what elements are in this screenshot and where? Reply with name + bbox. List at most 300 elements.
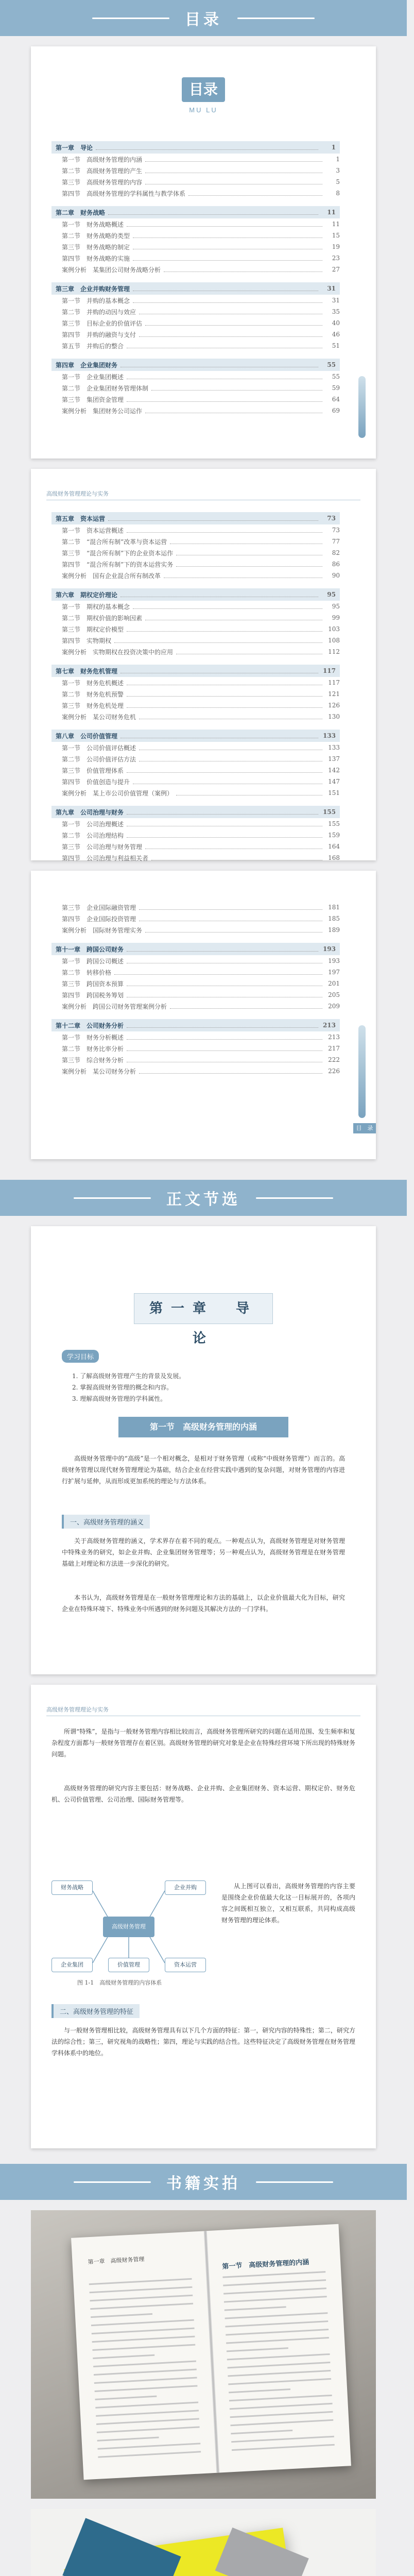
toc-page-number: 31 xyxy=(327,285,336,292)
toc-section-row xyxy=(51,371,340,382)
toc-page-number: 133 xyxy=(322,732,336,739)
book-text-line xyxy=(228,2362,331,2368)
toc-section-row xyxy=(51,677,340,688)
book-text-line xyxy=(92,2344,195,2351)
toc-leader xyxy=(127,809,318,815)
toc-section-row xyxy=(51,295,340,306)
toc-page-number: 185 xyxy=(328,915,340,922)
toc-chapter-title: 第四章 企业集团财务 xyxy=(56,361,118,369)
book-text-line xyxy=(227,2347,288,2352)
toc-section-row xyxy=(51,1065,340,1077)
toc-leader xyxy=(127,981,322,986)
photo-book-cover xyxy=(31,2509,376,2576)
toc-leader xyxy=(133,256,322,261)
toc-page-number: 77 xyxy=(332,538,340,545)
book-text-line xyxy=(95,2401,198,2408)
book-text-line xyxy=(94,2377,197,2384)
toc-page-number: 90 xyxy=(332,572,340,579)
figure-caption: 图 1-1 高级财务管理的内容体系 xyxy=(77,1979,162,1986)
toc-page-2 xyxy=(31,469,376,860)
toc-section-row xyxy=(51,394,340,405)
toc-page-number: 147 xyxy=(328,778,340,785)
banner-line-right xyxy=(237,18,315,19)
toc-page-number: 133 xyxy=(328,744,340,751)
toc-section-row xyxy=(51,382,340,394)
toc-section-title: 第一节 财务危机概述 xyxy=(62,679,124,687)
book-text-line xyxy=(97,2426,200,2433)
toc-leader xyxy=(127,992,322,997)
toc-section-row xyxy=(51,913,340,924)
toc-page-number: 55 xyxy=(332,373,340,380)
toc-section-row xyxy=(51,176,340,188)
cover-shape-teal xyxy=(62,2518,181,2576)
toc-leader xyxy=(127,680,322,685)
toc-section-title: 第一节 财务战略概述 xyxy=(62,221,124,228)
book-text-line xyxy=(228,2378,331,2385)
toc-section-row xyxy=(51,306,340,317)
toc-leader xyxy=(127,821,322,826)
toc-page-number: 222 xyxy=(328,1056,340,1063)
toc-leader xyxy=(127,1046,322,1051)
content-diagram xyxy=(51,1880,206,1973)
toc-page-number: 108 xyxy=(328,637,340,644)
book-text-line xyxy=(94,2369,197,2376)
toc-section-row xyxy=(51,524,340,536)
toc-page-number: 213 xyxy=(322,1022,336,1029)
toc-leader xyxy=(133,286,318,291)
toc-page-number: 99 xyxy=(332,614,340,621)
toc-leader xyxy=(127,626,322,632)
toc-page-number: 35 xyxy=(332,308,340,315)
paragraph: 高级财务管理中的“高级”是一个相对概念，是相对于财务管理（或称“中级财务管理”）而言的。高级财务管理以现代财务管理理论为基础，结合企业在经营实践中遇到的复杂问题，对财务管理的内容进行扩展与延伸，从而形成更加系统的理论与方法体系。 xyxy=(62,1455,345,1485)
toc-section-title: 第四节 价值创造与提升 xyxy=(62,778,130,786)
toc-chapter-row xyxy=(51,730,340,742)
chapter-heading: 第一章 导 论 xyxy=(134,1293,273,1324)
book-text-line xyxy=(95,2396,157,2400)
toc-section-title: 第一节 期权的基本概念 xyxy=(62,603,130,611)
book-text-line xyxy=(232,2444,335,2451)
toc-section-row xyxy=(51,989,340,1001)
toc-leader xyxy=(139,905,322,910)
toc-leader xyxy=(139,756,322,761)
toc-section-title: 第四节 高级财务管理的学科属性与教学体系 xyxy=(62,190,186,197)
toc-section-row xyxy=(51,765,340,776)
toc-section-title: 案例分析 国际财务管理实务 xyxy=(62,926,143,934)
toc-page-number: 5 xyxy=(336,178,340,185)
toc-page-number: 142 xyxy=(328,767,340,774)
banner-title: 正文节选 xyxy=(166,1191,240,1208)
banner-line-right xyxy=(256,2181,333,2183)
book-text-line xyxy=(95,2385,198,2392)
toc-section-row xyxy=(51,700,340,711)
book-text-line xyxy=(96,2410,199,2416)
toc-section-row xyxy=(51,317,340,329)
toc-section-title: 第三节 集团资金管理 xyxy=(62,396,124,403)
toc-section-row xyxy=(51,558,340,570)
open-book-pages xyxy=(71,2224,351,2480)
excerpt-page-2 xyxy=(31,1685,376,2148)
excerpt-page-1 xyxy=(31,1226,376,1674)
toc-section-title: 第二节 财务比率分析 xyxy=(62,1045,124,1053)
toc-section-title: 第二节 转移价格 xyxy=(62,969,112,976)
section-banner-toc xyxy=(0,0,407,36)
book-text-line xyxy=(226,2337,329,2344)
subsection-title: 二、高级财务管理的特征 xyxy=(51,2004,140,2018)
toc-page-number: 31 xyxy=(332,297,340,304)
toc-leader xyxy=(114,970,322,975)
book-text-line xyxy=(97,2437,159,2442)
toc-section-title: 第二节 期权价值的影响因素 xyxy=(62,614,143,622)
toc-leader xyxy=(133,233,322,238)
toc-page-number: 11 xyxy=(332,221,340,228)
toc-leader xyxy=(139,1069,322,1074)
paragraph: 高级财务管理的研究内容主要包括：财务战略、企业并购、企业集团财务、资本运营、期权定价、财务危机、公司价值管理、公司治理、国际财务管理等。 xyxy=(51,1785,355,1803)
toc-chapter-row xyxy=(51,665,340,677)
toc-section-row xyxy=(51,1031,340,1043)
toc-section-title: 第二节 “混合所有制”改革与资本运营 xyxy=(62,538,167,546)
book-text-line xyxy=(223,2279,326,2286)
banner-title: 书籍实拍 xyxy=(166,2175,240,2192)
toc-section-title: 第三节 综合财务分析 xyxy=(62,1056,124,1064)
toc-section-title: 案例分析 某公司财务危机 xyxy=(62,713,136,721)
toc-page-number: 193 xyxy=(322,945,336,953)
toc-logo-en: MU LU xyxy=(189,106,218,114)
toc-leader xyxy=(145,168,322,173)
toc-section-title: 第三节 “混合所有制”下的企业资本运作 xyxy=(62,549,174,557)
toc-leader xyxy=(151,385,322,391)
toc-section-title: 案例分析 跨国公司财务管理案例分析 xyxy=(62,1003,167,1010)
toc-chapter-title: 第三章 企业并购财务管理 xyxy=(56,285,130,293)
toc-section-row xyxy=(51,787,340,799)
book-text-line xyxy=(230,2403,333,2410)
toc-section-title: 案例分析 集团财务公司运作 xyxy=(62,407,143,415)
toc-leader xyxy=(164,267,322,272)
book-text-line xyxy=(91,2313,152,2318)
toc-section-row xyxy=(51,955,340,967)
toc-leader xyxy=(127,343,322,348)
toc-leader xyxy=(139,714,322,719)
toc-section-row xyxy=(51,1043,340,1054)
toc-page-number: 117 xyxy=(322,667,336,674)
book-text-line xyxy=(90,2286,193,2293)
toc-section-title: 案例分析 某上市公司价值管理（案例） xyxy=(62,789,174,797)
book-text-line xyxy=(225,2306,286,2311)
toc-section-title: 第四节 财务战略的实施 xyxy=(62,255,130,262)
objective-item: 3. 理解高级财务管理的学科属性。 xyxy=(72,1395,167,1402)
toc-section-row xyxy=(51,635,340,646)
toc-section-title: 第四节 实物期权 xyxy=(62,637,112,645)
toc-page-number: 51 xyxy=(332,342,340,349)
toc-page-number: 73 xyxy=(327,515,336,522)
toc-section-row xyxy=(51,570,340,581)
toc-section-row xyxy=(51,601,340,612)
toc-section-title: 第三节 跨国资本预算 xyxy=(62,980,124,988)
section-banner-excerpt xyxy=(0,1180,407,1216)
toc-leader xyxy=(127,703,322,708)
toc-section-title: 第一节 高级财务管理的内涵 xyxy=(62,156,143,163)
toc-page-number: 226 xyxy=(328,1067,340,1075)
toc-leader xyxy=(127,528,322,533)
toc-page-number: 197 xyxy=(328,969,340,976)
toc-section-title: 第一节 资本运营概述 xyxy=(62,527,124,534)
toc-section-row xyxy=(51,264,340,275)
toc-leader xyxy=(164,573,322,578)
banner-line-left xyxy=(74,1197,151,1199)
toc-page-number: 95 xyxy=(327,591,336,598)
toc-leader xyxy=(133,298,322,303)
toc-section-title: 第二节 公司价值评估方法 xyxy=(62,755,136,763)
toc-section-row xyxy=(51,852,340,863)
toc-page-number: 201 xyxy=(328,980,340,987)
toc-page-number: 117 xyxy=(328,679,340,686)
toc-section-row xyxy=(51,165,340,176)
toc-section-title: 第四节 企业国际投资管理 xyxy=(62,915,136,923)
toc-leader xyxy=(145,157,322,162)
toc-leader xyxy=(139,916,322,921)
toc-section-title: 第四节 “混合所有制”下的资本运营实务 xyxy=(62,561,174,568)
subsection-title: 一、高级财务管理的涵义 xyxy=(62,1515,150,1529)
photo-open-book xyxy=(31,2210,376,2499)
toc-page-number: 73 xyxy=(332,527,340,534)
toc-section-row xyxy=(51,1001,340,1012)
toc-leader xyxy=(176,790,322,795)
toc-leader xyxy=(120,668,318,673)
toc-page-number: 181 xyxy=(328,904,340,911)
diagram-node: 财务战略 xyxy=(51,1880,93,1895)
book-text-line xyxy=(229,2388,290,2393)
toc-page-number: 15 xyxy=(332,232,340,239)
toc-page-number: 1 xyxy=(331,144,336,151)
toc-leader xyxy=(176,562,322,567)
book-text-line xyxy=(222,2271,325,2278)
toc-page-number: 213 xyxy=(328,1033,340,1041)
book-page-heading: 第一章 高级财务管理 xyxy=(88,2256,145,2266)
toc-leader xyxy=(120,733,318,738)
toc-section-row xyxy=(51,536,340,547)
toc-section-title: 第三节 高级财务管理的内容 xyxy=(62,178,143,186)
toc-chapter-title: 第五章 资本运营 xyxy=(56,515,106,522)
foot-tab: 目 录 xyxy=(353,1123,376,1133)
toc-leader xyxy=(127,768,322,773)
toc-section-row xyxy=(51,646,340,657)
toc-page-number: 130 xyxy=(328,713,340,720)
book-text-line xyxy=(226,2329,329,2335)
book-text-line xyxy=(91,2319,194,2326)
toc-logo xyxy=(177,77,230,118)
toc-leader xyxy=(176,649,322,654)
toc-section-title: 第四节 并购的融资与支付 xyxy=(62,331,136,338)
toc-list xyxy=(51,134,340,416)
banner-line-left xyxy=(74,2181,151,2183)
toc-page-number: 82 xyxy=(332,549,340,556)
book-text-line xyxy=(229,2395,332,2401)
book-text-line xyxy=(228,2370,331,2377)
toc-chapter-title: 第二章 财务战略 xyxy=(56,209,106,216)
toc-list xyxy=(51,505,340,906)
running-head: 高级财务管理理论与实务 xyxy=(46,489,360,500)
toc-chapter-row xyxy=(51,141,340,154)
toc-leader xyxy=(133,604,322,609)
decorative-bar xyxy=(358,1025,366,1118)
toc-section-title: 第一节 并购的基本概念 xyxy=(62,297,130,304)
toc-section-title: 案例分析 实物期权在投资决策中的应用 xyxy=(62,648,174,656)
toc-leader xyxy=(127,1035,322,1040)
toc-section-row xyxy=(51,776,340,787)
cover-shape-grey xyxy=(215,2528,309,2576)
toc-chapter-row xyxy=(51,943,340,955)
toc-page-number: 95 xyxy=(332,603,340,610)
toc-page-3 xyxy=(31,871,376,1159)
book-text-line xyxy=(230,2411,333,2418)
toc-leader xyxy=(176,550,322,555)
toc-section-title: 第三节 公司治理与财务管理 xyxy=(62,843,143,851)
toc-section-row xyxy=(51,688,340,700)
toc-section-title: 第四节 跨国税务筹划 xyxy=(62,991,124,999)
toc-section-row xyxy=(51,841,340,852)
paragraph: 所谓“特殊”，是指与一般财务管理内容相比较而言，高级财务管理所研究的问题在适用范围、发生频率和复杂程度方面都与一般财务管理存在着区别。高级财务管理的研究对象是企业在特殊经营环境下所出现的特殊财务问题。 xyxy=(51,1728,355,1758)
toc-section-title: 第二节 并购的动因与效应 xyxy=(62,308,136,316)
toc-leader xyxy=(108,210,318,215)
toc-section-title: 第一节 公司价值评估概述 xyxy=(62,744,136,752)
toc-section-row xyxy=(51,902,340,913)
toc-leader xyxy=(127,958,322,963)
toc-page-number: 151 xyxy=(328,789,340,796)
toc-page-number: 159 xyxy=(328,832,340,839)
toc-section-title: 第一节 公司治理概述 xyxy=(62,820,124,828)
toc-chapter-row xyxy=(51,512,340,524)
toc-page-number: 189 xyxy=(328,926,340,934)
toc-leader xyxy=(133,244,322,249)
diagram-center-node: 高级财务管理 xyxy=(103,1917,154,1937)
book-text-line xyxy=(230,2419,333,2426)
toc-page-number: 55 xyxy=(327,361,336,368)
toc-section-title: 第三节 价值管理体系 xyxy=(62,767,124,774)
toc-page-number: 86 xyxy=(332,561,340,568)
toc-section-row xyxy=(51,818,340,829)
toc-section-row xyxy=(51,188,340,199)
objectives-list xyxy=(72,1370,185,1404)
toc-page-number: 1 xyxy=(336,156,340,163)
toc-leader xyxy=(127,946,318,952)
toc-leader xyxy=(127,691,322,697)
book-text-line xyxy=(231,2436,334,2443)
toc-chapter-title: 第一章 导论 xyxy=(56,144,93,151)
toc-leader xyxy=(170,539,322,544)
toc-section-title: 第二节 财务危机预警 xyxy=(62,690,124,698)
toc-chapter-row xyxy=(51,588,340,601)
section-banner-photos xyxy=(0,2164,407,2200)
toc-section-row xyxy=(51,924,340,936)
toc-section-title: 第三节 企业国际融资管理 xyxy=(62,904,136,911)
toc-section-row xyxy=(51,967,340,978)
toc-leader xyxy=(188,191,322,196)
toc-page-number: 209 xyxy=(328,1003,340,1010)
banner-line-right xyxy=(256,1197,333,1199)
toc-section-row xyxy=(51,230,340,241)
book-text-line xyxy=(227,2353,330,2360)
decorative-bar xyxy=(358,376,366,438)
book-cover xyxy=(89,2528,323,2576)
book-text-line xyxy=(225,2320,328,2327)
toc-section-row xyxy=(51,547,340,558)
toc-section-row xyxy=(51,612,340,623)
objectives-label: 学习目标 xyxy=(62,1350,99,1363)
diagram-node: 企业并购 xyxy=(165,1880,206,1895)
toc-section-title: 第三节 期权定价模型 xyxy=(62,625,124,633)
toc-section-title: 第三节 目标企业的价值评估 xyxy=(62,319,143,327)
toc-section-row xyxy=(51,742,340,753)
toc-section-row xyxy=(51,829,340,841)
book-text-line xyxy=(96,2418,199,2425)
toc-section-title: 案例分析 某公司财务分析 xyxy=(62,1067,136,1075)
toc-leader xyxy=(145,408,322,413)
toc-page-number: 59 xyxy=(332,384,340,392)
toc-page-number: 164 xyxy=(328,843,340,850)
toc-page-number: 27 xyxy=(332,266,340,273)
toc-leader xyxy=(127,374,322,379)
book-text-line xyxy=(223,2287,326,2294)
toc-leader xyxy=(127,1023,318,1028)
paragraph: 关于高级财务管理的涵义，学术界存在着不同的观点。一种观点认为，高级财务管理是对财务管理中特殊业务的研究，如企业并购、企业集团财务管理等；另一种观点认为，高级财务管理是在财务管理基础上对理论和方法进一步深化的研究。 xyxy=(62,1537,345,1567)
toc-page-number: 155 xyxy=(328,820,340,827)
diagram-connectors xyxy=(51,1880,206,1973)
toc-section-title: 第四节 公司治理与利益相关者 xyxy=(62,854,149,862)
book-text-line xyxy=(225,2312,328,2319)
toc-leader xyxy=(145,320,322,326)
toc-section-row xyxy=(51,978,340,989)
toc-section-title: 第三节 财务战略的制定 xyxy=(62,243,130,251)
toc-leader xyxy=(139,745,322,750)
toc-section-title: 案例分析 某集团公司财务战略分析 xyxy=(62,266,161,274)
paragraph: 本书认为，高级财务管理是在一般财务管理理论和方法的基础上，以企业价值最大化为目标，研究企业在特殊环境下、特殊业务中所遇到的财务问题及其解决方法的一门学科。 xyxy=(62,1594,345,1613)
diagram-node: 价值管理 xyxy=(108,1958,149,1972)
book-gutter xyxy=(204,2231,220,2473)
toc-leader xyxy=(139,309,322,314)
toc-section-title: 第三节 财务危机处理 xyxy=(62,702,124,709)
toc-leader xyxy=(139,332,322,337)
toc-leader xyxy=(145,179,322,184)
toc-page-number: 103 xyxy=(328,625,340,633)
toc-section-row xyxy=(51,218,340,230)
book-text-line xyxy=(92,2336,195,2343)
toc-section-title: 第二节 公司治理结构 xyxy=(62,832,124,839)
toc-page-number: 19 xyxy=(332,243,340,250)
toc-chapter-title: 第六章 期权定价理论 xyxy=(56,591,118,599)
toc-chapter-title: 第十二章 公司财务分析 xyxy=(56,1022,124,1029)
toc-section-row xyxy=(51,1054,340,1065)
toc-leader xyxy=(145,844,322,849)
toc-page-number: 112 xyxy=(328,648,340,655)
toc-leader xyxy=(120,592,318,597)
toc-page-1 xyxy=(31,46,376,459)
toc-page-number: 11 xyxy=(327,209,336,216)
toc-leader xyxy=(96,145,318,150)
toc-logo-cn: 目录 xyxy=(182,77,225,102)
book-text-line xyxy=(90,2295,193,2301)
toc-chapter-title: 第九章 公司治理与财务 xyxy=(56,808,124,816)
toc-section-title: 第二节 企业集团财务管理体制 xyxy=(62,384,149,392)
toc-section-row xyxy=(51,329,340,340)
toc-section-row xyxy=(51,154,340,165)
toc-section-title: 第一节 财务分析概述 xyxy=(62,1033,124,1041)
toc-page-number: 205 xyxy=(328,991,340,998)
book-text-line xyxy=(89,2278,192,2285)
toc-chapter-title: 第十一章 跨国公司财务 xyxy=(56,945,124,953)
toc-leader xyxy=(127,833,322,838)
toc-page-number: 69 xyxy=(332,407,340,414)
paragraph: 与一般财务管理相比较，高级财务管理具有以下几个方面的特征：第一，研究内容的特殊性；第二，研究方法的综合性；第三，研究视角的战略性；第四，理论与实践的结合性。这些特征决定了高级财务管理在财务管理学科体系中的地位。 xyxy=(51,2027,355,2057)
toc-page-number: 217 xyxy=(328,1045,340,1052)
